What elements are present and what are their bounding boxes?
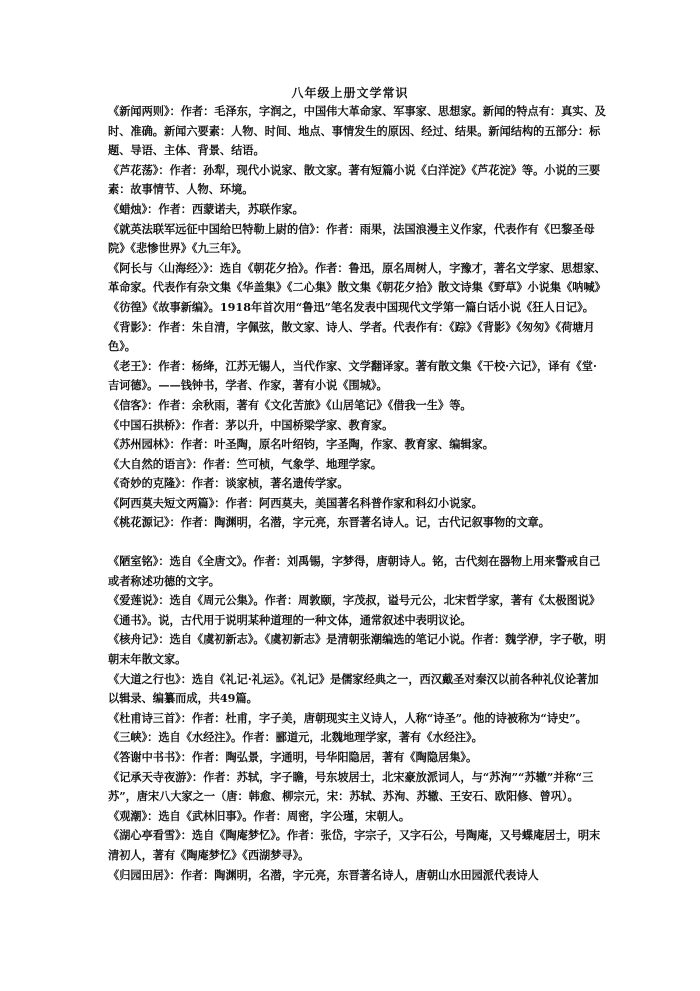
entry-asimov: 《阿西莫夫短文两篇》：作者：阿西莫夫，美国著名科普作家和科幻小说家。 — [108, 495, 483, 510]
entry-stone-bridge: 《中国石拱桥》：作者：茅以升，中国桥梁学家、教育家。 — [108, 417, 394, 432]
entry-sanxia: 《三峡》：选自《水经注》。作者：郦道元，北魏地理学家，著有《水经注》。 — [108, 730, 483, 745]
entry-suzhou-garden: 《苏州园林》：作者：叶圣陶，原名叶绍钧，字圣陶，作家、教育家、编辑家。 — [108, 437, 494, 452]
entry-dadao: 《大道之行也》：选自《礼记·礼运》。《礼记》是儒家经典之一，西汉戴圣对秦汉以前各种礼仪论著加以辑录、编纂而成，共49篇。 — [108, 671, 599, 706]
section-gap — [108, 533, 608, 552]
entry-peach-blossom: 《桃花源记》：作者：陶渊明，名潜，字元亮，东晋著名诗人。记，古代记叙事物的文章。 — [108, 515, 550, 530]
entry-dufu: 《杜甫诗三首》：作者：杜甫，字子美，唐朝现实主义诗人，人称“诗圣”。他的诗被称为“诗史”。 — [108, 710, 587, 725]
entry-guiyuantianju: 《归园田居》：作者：陶渊明，名潜，字元亮，东晋著名诗人，唐朝山水田园派代表诗人 — [108, 867, 539, 882]
entry-candle: 《蜡烛》：作者：西蒙诺夫，苏联作家。 — [108, 201, 304, 216]
entry-azhang: 《阿长与〈山海经〉》：选自《朝花夕拾》。作者：鲁迅，原名周树人，字豫才，著名文学家、思想家、革命家。代表作有杂文集《华盖集》《二心集》散文集《朝花夕拾》散文诗集《野草》小说集《呐喊》《彷徨》《故事新编》。1918年首次用“鲁迅”笔名发表中国现代文学第一篇白话小说《狂人日记》。 — [108, 260, 606, 314]
entry-huxinting: 《湖心亭看雪》：选自《陶庵梦忆》。作者：张岱，字宗子，又字石公，号陶庵，又号蝶庵居士，明末清初人，著有《陶庵梦忆》《西湖梦寻》。 — [108, 828, 601, 862]
entry-loushiming: 《陋室铭》：选自《全唐文》。作者：刘禹锡，字梦得，唐朝诗人。铭，古代刻在器物上用来警戒自己或者称述功德的文字。 — [108, 554, 601, 588]
entry-ailianshuo: 《爱莲说》：选自《周元公集》。作者：周敦颐，字茂叔，谥号元公，北宋哲学家，著有《太极图说》《通书》。说，古代用于说明某种道理的一种文体，通常叙述中表明议论。 — [108, 593, 601, 627]
entry-nature-language: 《大自然的语言》：作者：竺可桢，气象学、地理学家。 — [108, 456, 383, 471]
document-body — [108, 102, 608, 885]
entry-beiying: 《背影》：作者：朱自清，字佩弦，散文家、诗人、学者。代表作有：《踪》《背影》《匆匆》《荷塘月色》。 — [108, 319, 595, 354]
entry-hezhouji: 《核舟记》：选自《虞初新志》。《虞初新志》是清朝张潮编选的笔记小说。作者：魏学洢，字子敬，明朝末年散文家。 — [108, 632, 606, 667]
entry-guanchao: 《观潮》：选自《武林旧事》。作者：周密，字公瑾，宋朝人。 — [108, 808, 411, 823]
entry-laowang: 《老王》：作者：杨绛，江苏无锡人，当代作家、文学翻译家。著有散文集《干校·六记》，译有《堂·吉诃德》。——钱钟书，学者、作家，著有小说《围城》。 — [108, 358, 597, 393]
entry-clone: 《奇妙的克隆》：作者：谈家桢，著名遗传学家。 — [108, 476, 349, 491]
entry-luhuadang: 《芦花荡》：作者：孙犁，现代小说家、散文家。著有短篇小说《白洋淀》《芦花淀》等。小说的三要素：故事情节、人物、环境。 — [108, 162, 601, 197]
entry-xinke: 《信客》：作者：余秋雨，著有《文化苦旅》《山居笔记》《借我一生》等。 — [108, 397, 472, 412]
entry-daxie: 《答谢中书书》：作者：陶弘景，字通明，号华阳隐居，著有《陶隐居集》。 — [108, 750, 478, 764]
entry-chengtiansi: 《记承天寺夜游》：作者：苏轼，字子瞻，号东坡居士，北宋豪放派词人，与“苏洵”“苏辙”并称“三苏”，唐宋八大家之一（唐：韩愈、柳宗元，宋：苏轼、苏洵、苏辙、王安石、欧阳修、曾巩）。 — [108, 769, 594, 804]
entry-hugo-letter: 《就英法联军远征中国给巴特勒上尉的信》：作者：雨果，法国浪漫主义作家，代表作有《巴黎圣母院》《悲惨世界》《九三年》。 — [108, 221, 595, 256]
page-title: 八年级上册文学常识 — [291, 86, 409, 100]
entry-news: 《新闻两则》：作者：毛泽东，字润之，中国伟大革命家、军事家、思想家。新闻的特点有：真实、及时、准确。新闻六要素：人物、时间、地点、事情发生的原因、经过、结果。新闻结构的五部分：标题、导语、主体、背景、结语。 — [108, 104, 606, 158]
